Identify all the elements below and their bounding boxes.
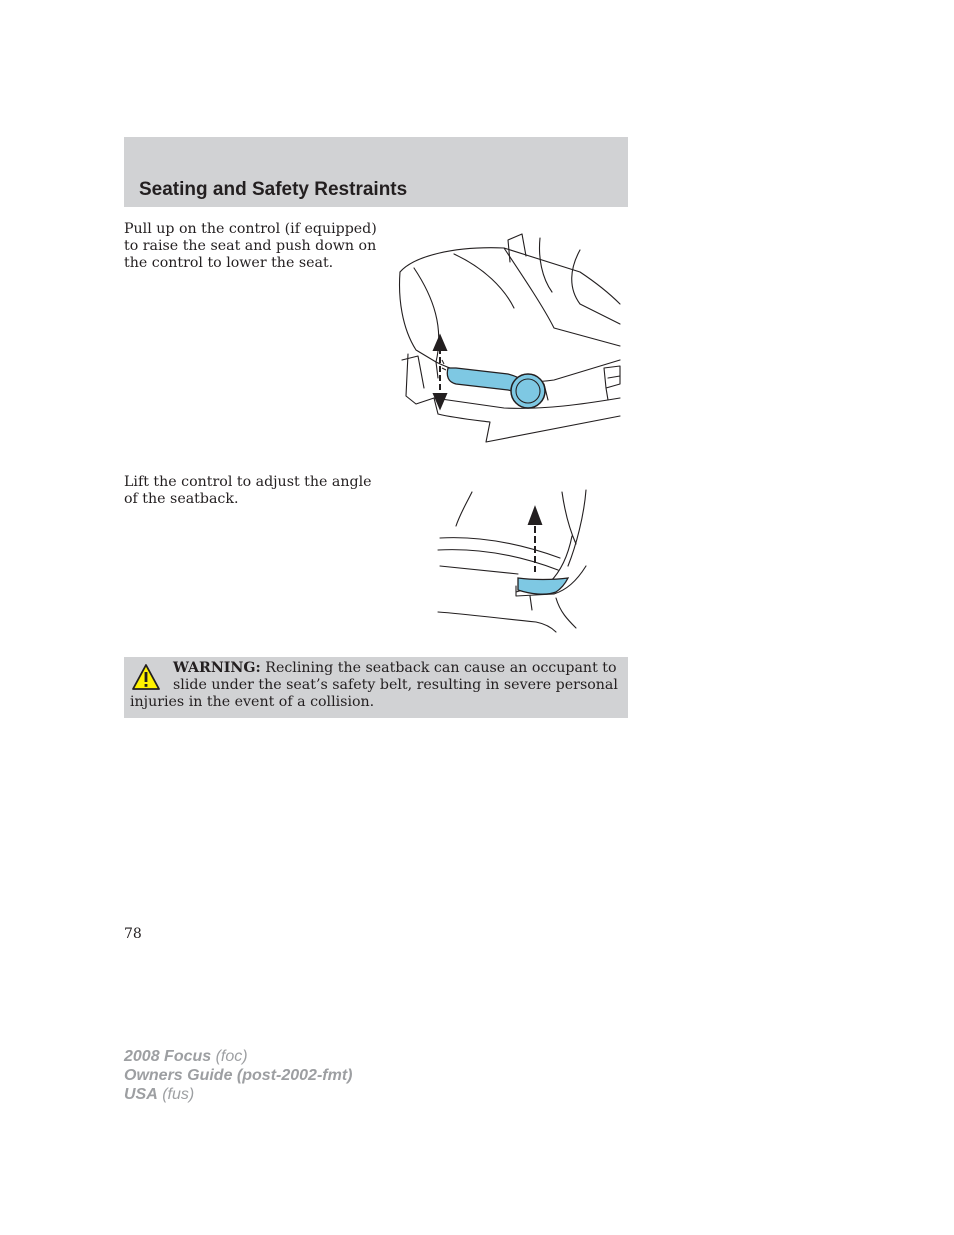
footer-model: 2008 Focus	[124, 1048, 212, 1065]
footer-market: USA	[124, 1086, 158, 1103]
document-footer	[124, 1047, 352, 1104]
footer-guide: Owners Guide (post-2002-fmt)	[124, 1067, 353, 1084]
text-line: the control to lower the seat.	[124, 255, 334, 271]
seat-height-instructions	[124, 221, 377, 272]
text-line: Pull up on the control (if equipped)	[124, 221, 377, 237]
page-number: 78	[124, 926, 142, 942]
warning-line-1: Reclining the seatback can cause an occupant to	[260, 660, 617, 676]
seatback-recline-lever-illustration	[436, 486, 594, 634]
warning-line-3: injuries in the event of a collision.	[130, 694, 375, 710]
warning-text	[130, 660, 618, 711]
footer-market-code: (fus)	[157, 1086, 195, 1103]
footer-model-code: (foc)	[211, 1048, 248, 1065]
text-line: of the seatback.	[124, 491, 239, 507]
warning-line-2: slide under the seat’s safety belt, resulting in severe personal	[173, 677, 618, 693]
warning-box	[124, 657, 628, 718]
seat-height-control-illustration	[394, 228, 622, 450]
text-line: Lift the control to adjust the angle	[124, 474, 372, 490]
seatback-angle-instructions	[124, 474, 374, 508]
section-title: Seating and Safety Restraints	[139, 179, 408, 200]
text-line: to raise the seat and push down on	[124, 238, 377, 254]
warning-label: WARNING:	[173, 660, 261, 676]
section-header	[124, 137, 628, 207]
